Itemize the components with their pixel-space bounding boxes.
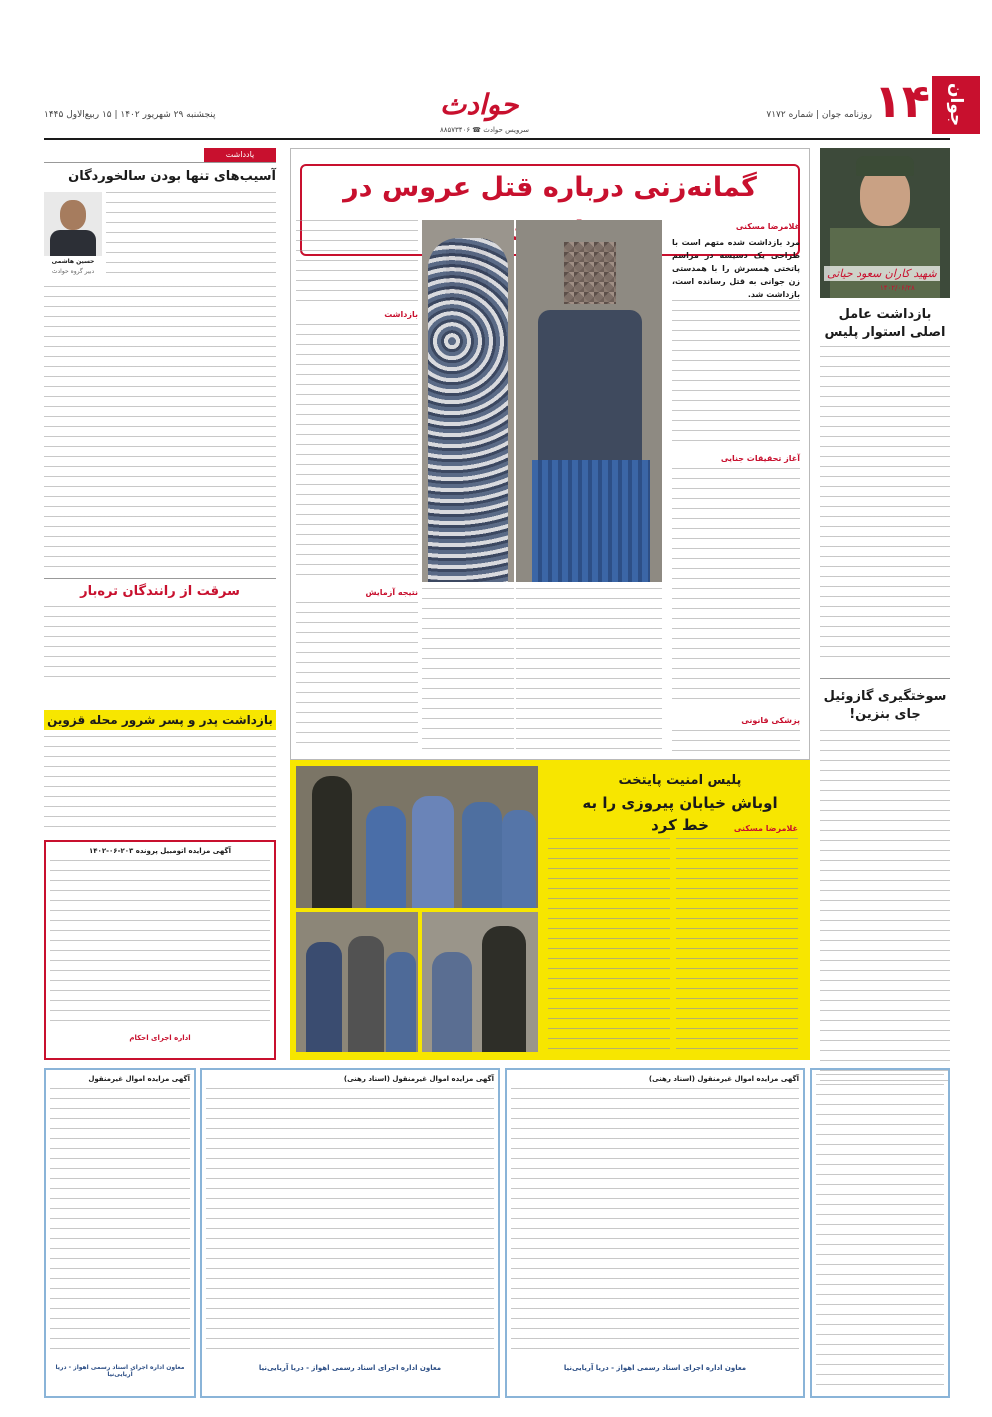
issue-line: روزنامه جوان | شماره ۷۱۷۲ <box>766 110 872 120</box>
newspaper-logo-text: جوان <box>946 83 966 127</box>
officer-silhouette <box>312 776 352 908</box>
note-body <box>44 286 276 576</box>
suspect-woman-chador <box>428 238 508 582</box>
ad-property-auction-4 <box>810 1068 950 1398</box>
ad3-footer: معاون اداره اجرای اسناد رسمی اهواز - دریا آریایی‌نیا <box>258 1364 442 1372</box>
service-line: سرویس حوادث ☎ ۸۸۵۷۳۴۰۶ <box>440 126 530 134</box>
crowd-figure-2 <box>348 936 384 1052</box>
police-photo-left <box>296 912 418 1052</box>
detainee-3 <box>462 802 502 908</box>
martyr-cap <box>856 156 914 176</box>
theft-headline: سرقت از رانندگان تره‌بار <box>80 584 240 599</box>
ad-property-auction-1 <box>505 1068 805 1398</box>
police-photo-main <box>296 766 538 908</box>
ad1-title: آگهی مزایده اتومبیل پرونده ۲۰۳-۰۶-۱۴۰۲ <box>89 847 231 855</box>
lead-col4-body-3 <box>296 602 418 752</box>
note-tag-label: یادداشت <box>225 150 255 159</box>
suspect-man-shirt <box>538 310 642 460</box>
detainee-1 <box>366 806 406 908</box>
gas-headline: سوختگیری گازوئیل جای بنزین! <box>823 689 947 722</box>
date-line: پنجشنبه ۲۹ شهریور ۱۴۰۲ | ۱۵ ربیع‌الاول ۱۴۴۵ <box>44 110 216 120</box>
police-byline: غلامرضا مسکنی <box>733 824 798 833</box>
officer-figure <box>482 926 526 1052</box>
author-name: حسین هاشمی <box>51 258 95 265</box>
suspect-man-pants <box>532 460 650 582</box>
theft-story <box>44 578 276 686</box>
lead-headline: گمانه‌زنی درباره قتل عروس در <box>300 164 800 256</box>
note-body-top <box>106 192 276 282</box>
ad2-body <box>511 1088 799 1358</box>
author-photo <box>44 192 102 256</box>
newspaper-logo <box>932 76 980 134</box>
lead-subhead-4: پزشکی قانونی <box>741 716 800 725</box>
author-face <box>60 200 86 230</box>
police-headline: اوباش خیابان پیروزی را به خط کرد <box>582 794 778 834</box>
section-logo: حوادث <box>440 88 519 121</box>
lead-byline: غلامرضا مسکنی <box>735 222 800 231</box>
ad3-title: آگهی مزایده اموال غیرمنقول (اسناد رهنی) <box>343 1075 494 1083</box>
martyr-headline: بازداشت عامل اصلی استوار پلیس <box>824 307 946 340</box>
ad-property-auction-2 <box>200 1068 500 1398</box>
ad-property-auction-3 <box>44 1068 196 1398</box>
martyr-photo <box>820 148 950 298</box>
note-rule <box>44 162 276 163</box>
theft-body <box>44 606 276 684</box>
martyr-caption: شهید کاران سعود حیاتی <box>824 266 940 281</box>
lead-col2-body <box>516 588 662 754</box>
detainee-2 <box>412 796 454 908</box>
lead-col1-body-3 <box>672 730 800 754</box>
right-column <box>820 148 950 1108</box>
page-number: ۱۴ <box>873 74 930 128</box>
suspect-man-face <box>564 242 616 304</box>
arrest-headline: بازداشت پدر و پسر شرور محله قزوین <box>44 710 276 730</box>
ad1-body <box>50 860 270 1028</box>
column-divider <box>820 678 950 679</box>
lead-col1-body-2 <box>672 468 800 708</box>
ad5-body <box>816 1074 944 1386</box>
lead-col4-body <box>296 220 418 306</box>
masthead-rule <box>44 138 950 140</box>
column-note <box>44 148 276 588</box>
ad4-title: آگهی مزایده اموال غیرمنقول <box>88 1075 190 1083</box>
lead-col1-body <box>672 300 800 450</box>
reporter-figure <box>432 952 472 1052</box>
author-suit <box>50 230 96 256</box>
ad4-footer: معاون اداره اجرای اسناد رسمی اهواز - دریا آریایی‌نیا <box>55 1364 185 1378</box>
police-body-2 <box>548 838 670 1052</box>
gas-body <box>820 730 950 1085</box>
lead-story <box>290 148 810 760</box>
masthead <box>0 0 992 140</box>
lead-col4-body-2 <box>296 324 418 584</box>
arrest-story <box>44 710 276 830</box>
ad-vehicle-auction <box>44 840 276 1060</box>
suspect-woman-photo <box>422 220 514 582</box>
martyr-body <box>820 346 950 666</box>
author-role: دبیر گروه حوادث <box>51 268 95 275</box>
note-tag <box>204 148 276 162</box>
ad1-footer: اداره اجرای احکام <box>129 1034 191 1042</box>
lead-intro: مرد بازداشت شده متهم است با طراحی یک دسیسه در مراسم پاتختی همسرش را با همدستی زن جوانی به قتل رسانده است، بازداشت شد. <box>672 238 800 299</box>
lead-subhead-1: آغاز تحقیقات جنایی <box>720 454 800 463</box>
martyr-date: ۱۴۰۲/۰۶/۲۸ <box>880 284 915 292</box>
lead-subhead-2: بازداشت <box>384 310 418 319</box>
theft-rule <box>44 578 276 579</box>
arrest-body <box>44 736 276 830</box>
ad2-title: آگهی مزایده اموال غیرمنقول (اسناد رهنی) <box>648 1075 799 1083</box>
ad4-body <box>50 1088 190 1358</box>
note-headline: آسیب‌های تنها بودن سالخوردگان <box>68 169 276 184</box>
crowd-figure-3 <box>386 952 416 1052</box>
detainee-4 <box>502 810 536 908</box>
ad3-body <box>206 1088 494 1358</box>
police-kicker: پلیس امنیت پایتخت <box>618 773 742 788</box>
police-photo-right <box>422 912 538 1052</box>
lead-col3-body <box>422 588 514 754</box>
lead-subhead-3: نتیجه آزمایش <box>365 588 418 597</box>
ad2-footer: معاون اداره اجرای اسناد رسمی اهواز - دریا آریایی‌نیا <box>563 1364 747 1372</box>
police-story <box>290 760 810 1060</box>
police-body-1 <box>676 838 798 1052</box>
suspect-man-photo <box>516 220 662 582</box>
crowd-figure-1 <box>306 942 342 1052</box>
